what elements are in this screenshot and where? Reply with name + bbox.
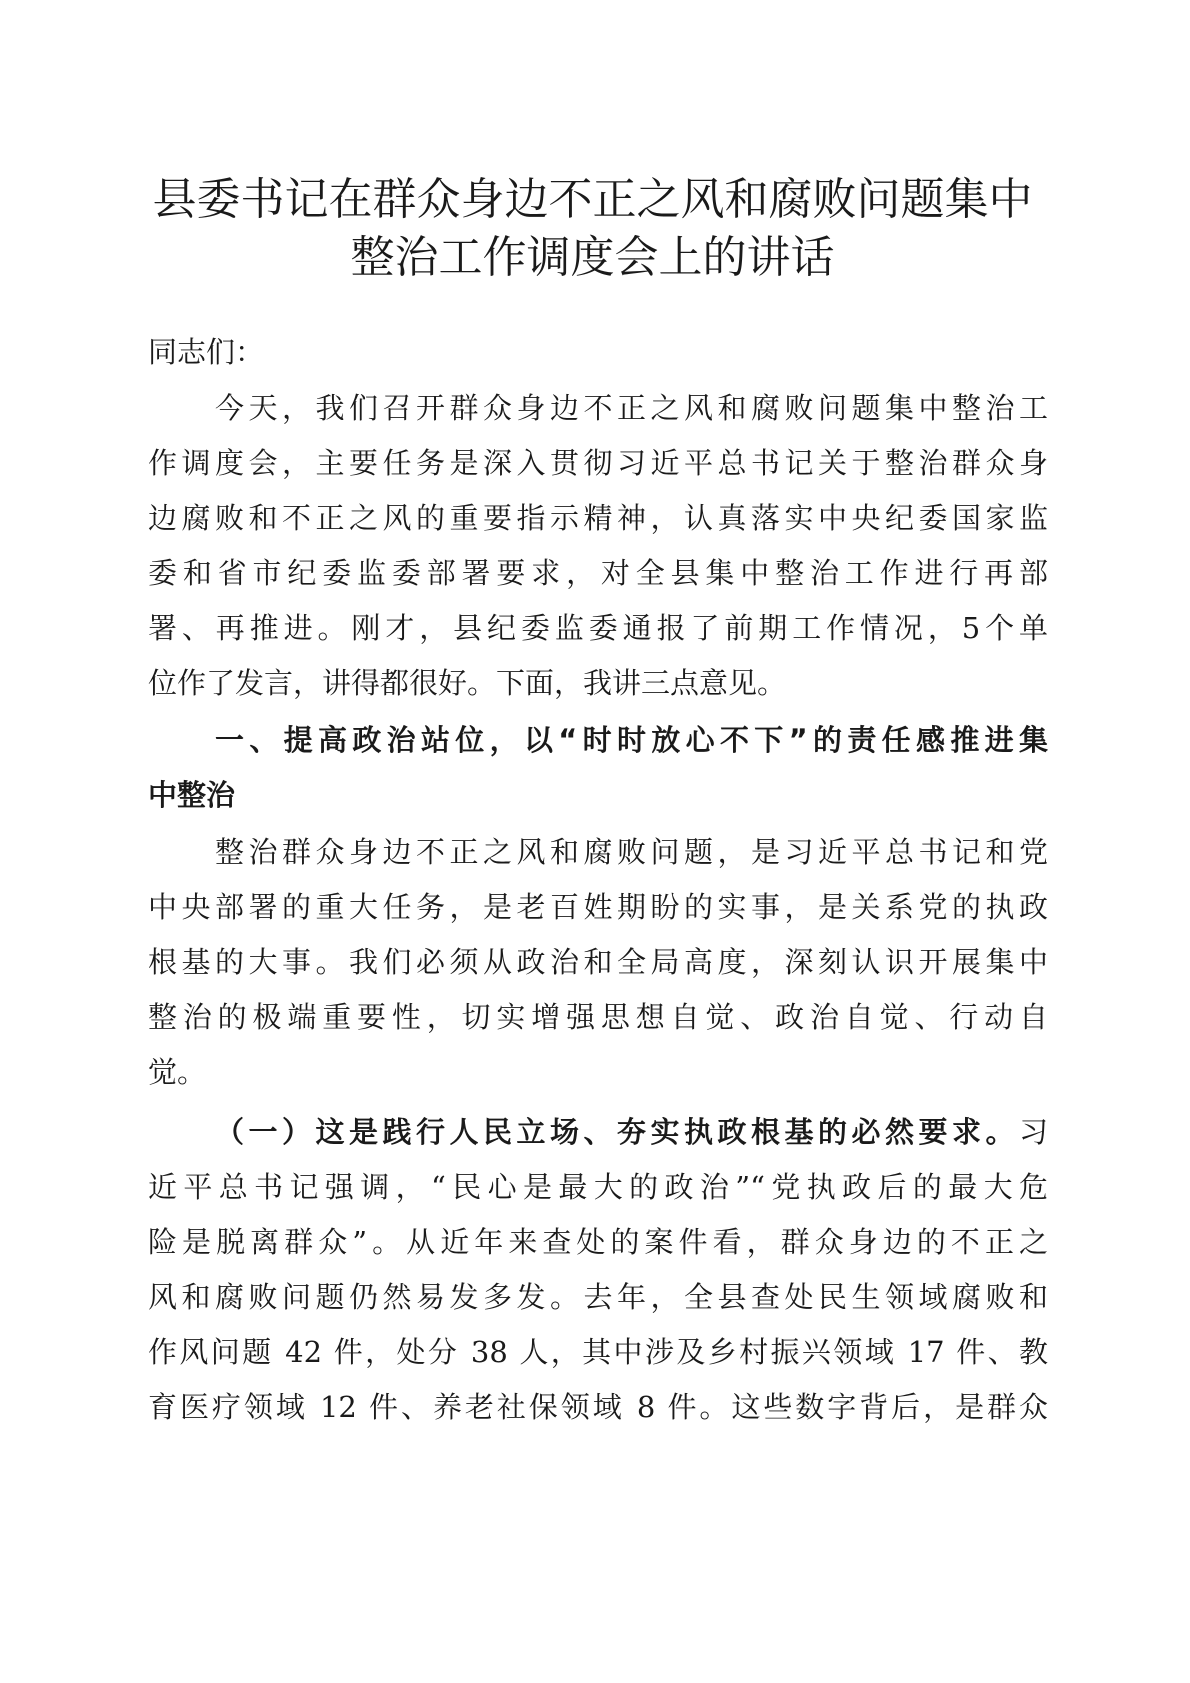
document-title-line-1: 县委书记在群众身边不正之风和腐败问题集中 — [152, 174, 1033, 225]
paragraph-3-line: 险是脱离群众”。从近年来查处的案件看，群众身边的不正之 — [148, 1225, 1048, 1259]
salutation: 同志们： — [148, 335, 265, 369]
section-heading-1: 中整治 — [148, 778, 236, 812]
subsection-1-heading: （一）这是践行人民立场、夯实执政根基的必然要求。 — [215, 1115, 1019, 1149]
paragraph-1-line: 委和省市纪委监委部署要求，对全县集中整治工作进行再部 — [148, 556, 1048, 590]
paragraph-1-line: 作调度会，主要任务是深入贯彻习近平总书记关于整治群众身 — [148, 446, 1048, 480]
paragraph-2-line: 整治的极端重要性，切实增强思想自觉、政治自觉、行动自 — [148, 1000, 1048, 1034]
paragraph-3-line: 育医疗领域 12 件、养老社保领域 8 件。这些数字背后，是群众 — [148, 1390, 1048, 1424]
subsection-1-lead-tail: 习 — [1018, 1115, 1048, 1149]
paragraph-1-line: 边腐败和不正之风的重要指示精神，认真落实中央纪委国家监 — [148, 501, 1048, 535]
paragraph-2-line: 根基的大事。我们必须从政治和全局高度，深刻认识开展集中 — [148, 945, 1048, 979]
paragraph-2-line: 觉。 — [148, 1055, 207, 1089]
paragraph-2-line: 整治群众身边不正之风和腐败问题，是习近平总书记和党 — [215, 835, 1048, 869]
paragraph-3-line: 风和腐败问题仍然易发多发。去年，全县查处民生领域腐败和 — [148, 1280, 1048, 1314]
paragraph-3-line: 作风问题 42 件，处分 38 人，其中涉及乡村振兴领域 17 件、教 — [148, 1335, 1048, 1369]
paragraph-1-line: 署、再推进。刚才，县纪委监委通报了前期工作情况，5个单 — [148, 611, 1048, 645]
paragraph-3-line: 近平总书记强调，“民心是最大的政治”“党执政后的最大危 — [148, 1170, 1048, 1204]
paragraph-1-line: 位作了发言，讲得都很好。下面，我讲三点意见。 — [148, 666, 787, 700]
subsection-1-lead — [215, 1112, 1048, 1152]
paragraph-2-line: 中央部署的重大任务，是老百姓期盼的实事，是关系党的执政 — [148, 890, 1048, 924]
paragraph-1-line: 今天，我们召开群众身边不正之风和腐败问题集中整治工 — [215, 391, 1048, 425]
document-title-line-2: 整治工作调度会上的讲话 — [350, 232, 835, 283]
section-heading-1: 一、提高政治站位，以“时时放心不下”的责任感推进集 — [215, 723, 1048, 757]
